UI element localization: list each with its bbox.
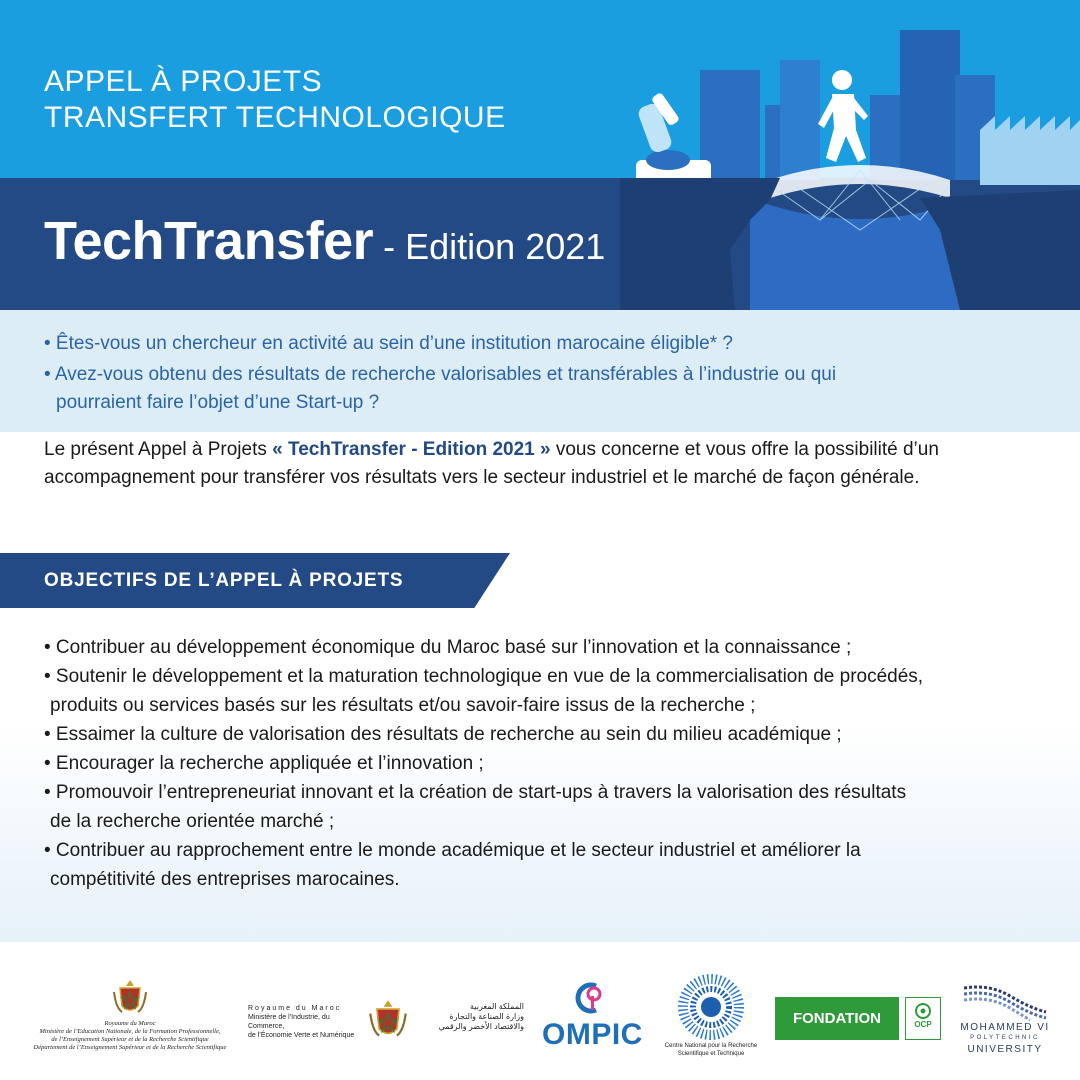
objectives-list [44, 633, 1044, 894]
ministry-industry-line-3: de l’Économie Verte et Numérique [248, 1032, 355, 1039]
question-2 [44, 361, 1036, 417]
objective-4-line-1: • Encourager la recherche appliquée et l’innovation ; [44, 753, 484, 774]
list-item [44, 662, 1044, 720]
title-main: TechTransfer [44, 211, 374, 271]
ocp-label: OCP [914, 1020, 932, 1029]
objective-2-line-2: produits ou services basés sur les résultats et/ou savoir-faire issus de la recherche ; [50, 695, 756, 716]
ministry-industry-ar-2: وزارة الصناعة والتجارة [449, 1012, 524, 1021]
logo-ompic [542, 980, 642, 1056]
microscope-icon [636, 92, 711, 184]
objective-6-line-1: • Contribuer au rapprochement entre le monde académique et le secteur industriel et améliorer la [44, 840, 861, 861]
um6p-wave-icon [960, 982, 1050, 1022]
um6p-line-1: MOHAMMED VI [960, 1022, 1050, 1033]
list-item [44, 749, 1044, 778]
ompic-mark-icon [570, 980, 610, 1016]
question-2-line-1: • Avez-vous obtenu des résultats de recherche valorisables et transférables à l’industrie ou qui [44, 364, 837, 385]
logo-ministry-education [30, 978, 230, 1052]
section-title: OBJECTIFS DE L’APPEL À PROJETS [44, 570, 404, 591]
header-line-2: TRANSFERT TECHNOLOGIQUE [44, 101, 506, 134]
ompic-wordmark: OMPIC [542, 1018, 643, 1051]
list-item [44, 720, 1044, 749]
ocp-mark-icon [912, 1002, 934, 1020]
partner-logos [0, 942, 1080, 1080]
question-2-line-2: pourraient faire l’objet d’une Start-up ? [56, 392, 380, 413]
logo-um6p [955, 982, 1055, 1062]
objective-2-line-1: • Soutenir le développement et la maturation technologique en vue de la commercialisation de procédés, [44, 666, 924, 687]
title-sub: - Edition 2021 [383, 226, 606, 267]
objective-6-line-2: compétitivité des entreprises marocaines. [50, 869, 400, 890]
page-title [44, 210, 605, 272]
list-item [44, 836, 1044, 894]
ministry-industry-ar-3: والاقتصاد الأخضر والرقمي [438, 1022, 524, 1031]
ministry-industry-line-1: Royaume du Maroc [248, 1005, 342, 1012]
factory-icon [980, 116, 1080, 185]
header-text [44, 64, 506, 136]
um6p-line-2: POLYTECHNIC [970, 1035, 1040, 1041]
logo-cnrst [656, 972, 766, 1064]
objective-3-line-1: • Essaimer la culture de valorisation des résultats de recherche au sein du milieu académique ; [44, 724, 842, 745]
ministry-education-line-1: Royaume du Maroc [104, 1020, 156, 1027]
ministry-education-line-4: Département de l’Enseignement Supérieur et de la Recherche Scientifique [33, 1044, 227, 1051]
ministry-education-line-3: de l’Enseignement Supérieur et de la Recherche Scientifique [51, 1036, 209, 1043]
objective-5-line-2: de la recherche orientée marché ; [50, 811, 335, 832]
walking-person-icon [818, 70, 868, 162]
question-1: • Êtes-vous un chercheur en activité au sein d’une institution marocaine éligible* ? [44, 333, 733, 354]
intro-after: vous concerne et vous offre la possibilité d’un accompagnement pour transférer vos résultats vers le secteur industriel et le marché de façon générale. [44, 439, 939, 488]
logo-ocp [905, 997, 941, 1040]
logo-ministry-industry [248, 998, 528, 1044]
tech-transfer-illustration [620, 20, 1080, 310]
intro-before: Le présent Appel à Projets [44, 439, 273, 460]
ministry-education-line-2: Ministère de l’Education Nationale, de la Formation Professionnelle, [39, 1028, 221, 1035]
cnrst-burst-icon [676, 972, 746, 1042]
logo-fondation: FONDATION [775, 997, 899, 1040]
list-item [44, 633, 1044, 662]
cnrst-line-2: Scientifique et Technique [677, 1051, 745, 1057]
ministry-industry-ar-1: المملكة المغربية [470, 1002, 524, 1011]
questions-panel [0, 310, 1080, 432]
cnrst-line-1: Centre National pour la Recherche [664, 1043, 758, 1049]
intro-paragraph [44, 436, 1038, 492]
list-item [44, 778, 1044, 836]
coat-of-arms-icon [368, 998, 408, 1040]
header-line-1: APPEL À PROJETS [44, 65, 323, 98]
objective-5-line-1: • Promouvoir l’entrepreneuriat innovant et la création de start-ups à travers la valorisation des résultats [44, 782, 907, 803]
objective-1-line-1: • Contribuer au développement économique du Maroc basé sur l’innovation et la connaissance ; [44, 637, 852, 658]
ministry-industry-line-2: Ministère de l’Industrie, du Commerce, [248, 1014, 330, 1030]
coat-of-arms-icon [112, 978, 148, 1016]
bridge-icon [750, 165, 970, 310]
intro-highlight: « TechTransfer - Edition 2021 » [272, 439, 551, 460]
um6p-line-3: UNIVERSITY [967, 1044, 1043, 1055]
